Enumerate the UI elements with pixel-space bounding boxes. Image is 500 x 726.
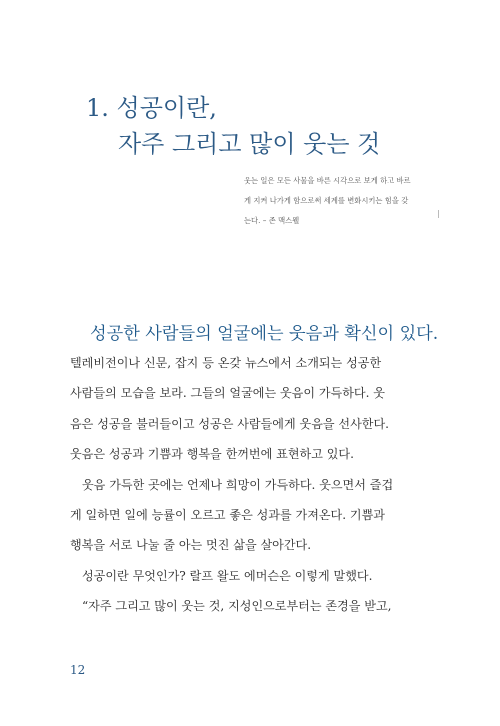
chapter-title-line-1: 1. 성공이란,	[86, 94, 217, 122]
page-number: 12	[70, 663, 86, 677]
chapter-title	[86, 90, 380, 162]
body-line: 음은 성공을 불러들이고 성공은 사람들에게 웃음을 선사한다.	[70, 416, 389, 431]
body-line: 행복을 서로 나눌 줄 아는 멋진 삶을 살아간다.	[70, 538, 312, 553]
epigraph-divider	[438, 210, 439, 218]
body-paragraphs	[70, 348, 430, 622]
epigraph-line: 웃는 일은 모든 사물을 바른 시각으로 보게 하고 바르	[244, 176, 411, 185]
chapter-title-line-2: 자주 그리고 많이 웃는 것	[118, 130, 381, 158]
body-line: 사람들의 모습을 보라. 그들의 얼굴에는 웃음이 가득하다. 웃	[70, 386, 385, 401]
body-line: 웃음 가득한 곳에는 언제나 희망이 가득하다. 웃으면서 즐겁	[82, 477, 394, 492]
body-line: 웃음은 성공과 기쁨과 행복을 한꺼번에 표현하고 있다.	[70, 447, 354, 462]
lead-sentence: 성공한 사람들의 얼굴에는 웃음과 확신이 있다.	[90, 324, 439, 344]
body-line: 성공이란 무엇인가? 랄프 왈도 에머슨은 이렇게 말했다.	[82, 568, 373, 583]
body-line: “자주 그리고 많이 웃는 것, 지성인으로부터는 존경을 받고,	[82, 599, 392, 614]
epigraph-line: 게 지켜 나가게 함으로써 세계를 변화시키는 힘을 갖	[244, 196, 409, 205]
epigraph-line: 는다. – 존 맥스웰	[244, 216, 300, 225]
body-line: 게 일하면 일에 능률이 오르고 좋은 성과를 가져온다. 기쁨과	[70, 508, 385, 523]
epigraph-quote	[244, 171, 436, 231]
body-line: 텔레비전이나 신문, 잡지 등 온갖 뉴스에서 소개되는 성공한	[70, 356, 382, 370]
